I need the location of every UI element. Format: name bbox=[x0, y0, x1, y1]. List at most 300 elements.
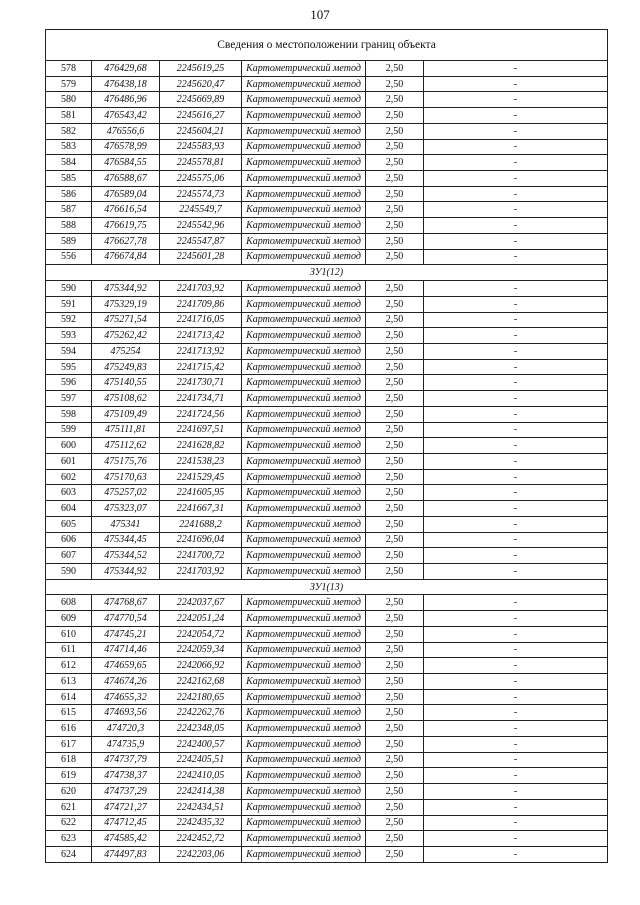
description-cell: - bbox=[424, 784, 608, 800]
point-number-cell: 586 bbox=[46, 186, 92, 202]
method-cell: Картометрический метод bbox=[242, 815, 366, 831]
y-coordinate-cell: 2241716,05 bbox=[160, 312, 242, 328]
description-cell: - bbox=[424, 595, 608, 611]
accuracy-cell: 2,50 bbox=[366, 501, 424, 517]
accuracy-cell: 2,50 bbox=[366, 768, 424, 784]
accuracy-cell: 2,50 bbox=[366, 831, 424, 847]
point-number-cell: 604 bbox=[46, 501, 92, 517]
table-row bbox=[46, 705, 608, 721]
description-cell: - bbox=[424, 202, 608, 218]
accuracy-cell: 2,50 bbox=[366, 626, 424, 642]
x-coordinate-cell: 474737,29 bbox=[92, 784, 160, 800]
method-cell: Картометрический метод bbox=[242, 799, 366, 815]
y-coordinate-cell: 2242405,51 bbox=[160, 752, 242, 768]
method-cell: Картометрический метод bbox=[242, 202, 366, 218]
x-coordinate-cell: 474585,42 bbox=[92, 831, 160, 847]
point-number-cell: 584 bbox=[46, 155, 92, 171]
accuracy-cell: 2,50 bbox=[366, 799, 424, 815]
table-row bbox=[46, 155, 608, 171]
point-number-cell: 583 bbox=[46, 139, 92, 155]
point-number-cell: 589 bbox=[46, 233, 92, 249]
description-cell: - bbox=[424, 108, 608, 124]
description-cell: - bbox=[424, 611, 608, 627]
x-coordinate-cell: 475329,19 bbox=[92, 296, 160, 312]
y-coordinate-cell: 2242066,92 bbox=[160, 658, 242, 674]
accuracy-cell: 2,50 bbox=[366, 359, 424, 375]
point-number-cell: 618 bbox=[46, 752, 92, 768]
point-number-cell: 616 bbox=[46, 721, 92, 737]
description-cell: - bbox=[424, 799, 608, 815]
x-coordinate-cell: 476619,75 bbox=[92, 218, 160, 234]
method-cell: Картометрический метод bbox=[242, 186, 366, 202]
method-cell: Картометрический метод bbox=[242, 139, 366, 155]
x-coordinate-cell: 475108,62 bbox=[92, 391, 160, 407]
accuracy-cell: 2,50 bbox=[366, 186, 424, 202]
method-cell: Картометрический метод bbox=[242, 674, 366, 690]
x-coordinate-cell: 475170,63 bbox=[92, 469, 160, 485]
accuracy-cell: 2,50 bbox=[366, 736, 424, 752]
method-cell: Картометрический метод bbox=[242, 469, 366, 485]
description-cell: - bbox=[424, 658, 608, 674]
point-number-cell: 588 bbox=[46, 218, 92, 234]
point-number-cell: 608 bbox=[46, 595, 92, 611]
description-cell: - bbox=[424, 485, 608, 501]
description-cell: - bbox=[424, 218, 608, 234]
accuracy-cell: 2,50 bbox=[366, 375, 424, 391]
accuracy-cell: 2,50 bbox=[366, 155, 424, 171]
description-cell: - bbox=[424, 642, 608, 658]
method-cell: Картометрический метод bbox=[242, 391, 366, 407]
point-number-cell: 595 bbox=[46, 359, 92, 375]
method-cell: Картометрический метод bbox=[242, 784, 366, 800]
accuracy-cell: 2,50 bbox=[366, 406, 424, 422]
description-cell: - bbox=[424, 705, 608, 721]
boundary-coordinates-table bbox=[45, 29, 608, 863]
y-coordinate-cell: 2242180,65 bbox=[160, 689, 242, 705]
point-number-cell: 582 bbox=[46, 123, 92, 139]
point-number-cell: 613 bbox=[46, 674, 92, 690]
x-coordinate-cell: 476486,96 bbox=[92, 92, 160, 108]
point-number-cell: 587 bbox=[46, 202, 92, 218]
accuracy-cell: 2,50 bbox=[366, 815, 424, 831]
point-number-cell: 621 bbox=[46, 799, 92, 815]
point-number-cell: 615 bbox=[46, 705, 92, 721]
table-row bbox=[46, 186, 608, 202]
point-number-cell: 602 bbox=[46, 469, 92, 485]
y-coordinate-cell: 2242452,72 bbox=[160, 831, 242, 847]
table-row bbox=[46, 611, 608, 627]
description-cell: - bbox=[424, 281, 608, 297]
method-cell: Картометрический метод bbox=[242, 705, 366, 721]
table-row bbox=[46, 626, 608, 642]
method-cell: Картометрический метод bbox=[242, 564, 366, 580]
method-cell: Картометрический метод bbox=[242, 532, 366, 548]
method-cell: Картометрический метод bbox=[242, 642, 366, 658]
y-coordinate-cell: 2242414,38 bbox=[160, 784, 242, 800]
point-number-cell: 590 bbox=[46, 564, 92, 580]
accuracy-cell: 2,50 bbox=[366, 453, 424, 469]
point-number-cell: 596 bbox=[46, 375, 92, 391]
description-cell: - bbox=[424, 501, 608, 517]
section-label: ЗУ1(13) bbox=[46, 579, 608, 595]
table-row bbox=[46, 233, 608, 249]
y-coordinate-cell: 2242410,05 bbox=[160, 768, 242, 784]
x-coordinate-cell: 476616,54 bbox=[92, 202, 160, 218]
x-coordinate-cell: 474737,79 bbox=[92, 752, 160, 768]
accuracy-cell: 2,50 bbox=[366, 76, 424, 92]
point-number-cell: 590 bbox=[46, 281, 92, 297]
table-row bbox=[46, 516, 608, 532]
x-coordinate-cell: 475112,62 bbox=[92, 438, 160, 454]
accuracy-cell: 2,50 bbox=[366, 438, 424, 454]
accuracy-cell: 2,50 bbox=[366, 674, 424, 690]
description-cell: - bbox=[424, 815, 608, 831]
x-coordinate-cell: 475323,07 bbox=[92, 501, 160, 517]
description-cell: - bbox=[424, 721, 608, 737]
x-coordinate-cell: 476438,18 bbox=[92, 76, 160, 92]
accuracy-cell: 2,50 bbox=[366, 469, 424, 485]
point-number-cell: 606 bbox=[46, 532, 92, 548]
method-cell: Картометрический метод bbox=[242, 281, 366, 297]
table-row bbox=[46, 548, 608, 564]
x-coordinate-cell: 475344,45 bbox=[92, 532, 160, 548]
point-number-cell: 601 bbox=[46, 453, 92, 469]
table-row bbox=[46, 721, 608, 737]
description-cell: - bbox=[424, 831, 608, 847]
table-row bbox=[46, 768, 608, 784]
method-cell: Картометрический метод bbox=[242, 611, 366, 627]
accuracy-cell: 2,50 bbox=[366, 595, 424, 611]
table-row bbox=[46, 595, 608, 611]
table-row bbox=[46, 453, 608, 469]
method-cell: Картометрический метод bbox=[242, 846, 366, 862]
x-coordinate-cell: 475344,92 bbox=[92, 564, 160, 580]
table-row bbox=[46, 328, 608, 344]
description-cell: - bbox=[424, 359, 608, 375]
x-coordinate-cell: 474735,9 bbox=[92, 736, 160, 752]
accuracy-cell: 2,50 bbox=[366, 516, 424, 532]
x-coordinate-cell: 475344,92 bbox=[92, 281, 160, 297]
section-header-row bbox=[46, 265, 608, 281]
accuracy-cell: 2,50 bbox=[366, 752, 424, 768]
accuracy-cell: 2,50 bbox=[366, 343, 424, 359]
table-row bbox=[46, 281, 608, 297]
method-cell: Картометрический метод bbox=[242, 406, 366, 422]
accuracy-cell: 2,50 bbox=[366, 658, 424, 674]
method-cell: Картометрический метод bbox=[242, 92, 366, 108]
point-number-cell: 592 bbox=[46, 312, 92, 328]
x-coordinate-cell: 476674,84 bbox=[92, 249, 160, 265]
accuracy-cell: 2,50 bbox=[366, 611, 424, 627]
table-row bbox=[46, 736, 608, 752]
description-cell: - bbox=[424, 548, 608, 564]
x-coordinate-cell: 475344,52 bbox=[92, 548, 160, 564]
y-coordinate-cell: 2241713,92 bbox=[160, 343, 242, 359]
x-coordinate-cell: 476429,68 bbox=[92, 61, 160, 77]
x-coordinate-cell: 475262,42 bbox=[92, 328, 160, 344]
method-cell: Картометрический метод bbox=[242, 626, 366, 642]
description-cell: - bbox=[424, 312, 608, 328]
method-cell: Картометрический метод bbox=[242, 61, 366, 77]
table-row bbox=[46, 674, 608, 690]
y-coordinate-cell: 2242037,67 bbox=[160, 595, 242, 611]
y-coordinate-cell: 2241605,95 bbox=[160, 485, 242, 501]
y-coordinate-cell: 2245616,27 bbox=[160, 108, 242, 124]
accuracy-cell: 2,50 bbox=[366, 202, 424, 218]
accuracy-cell: 2,50 bbox=[366, 139, 424, 155]
x-coordinate-cell: 475140,55 bbox=[92, 375, 160, 391]
description-cell: - bbox=[424, 674, 608, 690]
point-number-cell: 585 bbox=[46, 171, 92, 187]
accuracy-cell: 2,50 bbox=[366, 233, 424, 249]
description-cell: - bbox=[424, 76, 608, 92]
accuracy-cell: 2,50 bbox=[366, 532, 424, 548]
description-cell: - bbox=[424, 233, 608, 249]
table-row bbox=[46, 92, 608, 108]
accuracy-cell: 2,50 bbox=[366, 485, 424, 501]
accuracy-cell: 2,50 bbox=[366, 296, 424, 312]
description-cell: - bbox=[424, 532, 608, 548]
point-number-cell: 556 bbox=[46, 249, 92, 265]
x-coordinate-cell: 475175,76 bbox=[92, 453, 160, 469]
x-coordinate-cell: 476589,04 bbox=[92, 186, 160, 202]
description-cell: - bbox=[424, 422, 608, 438]
description-cell: - bbox=[424, 768, 608, 784]
table-row bbox=[46, 485, 608, 501]
point-number-cell: 599 bbox=[46, 422, 92, 438]
accuracy-cell: 2,50 bbox=[366, 784, 424, 800]
y-coordinate-cell: 2241628,82 bbox=[160, 438, 242, 454]
accuracy-cell: 2,50 bbox=[366, 218, 424, 234]
x-coordinate-cell: 474674,26 bbox=[92, 674, 160, 690]
x-coordinate-cell: 475111,81 bbox=[92, 422, 160, 438]
table-row bbox=[46, 784, 608, 800]
method-cell: Картометрический метод bbox=[242, 453, 366, 469]
accuracy-cell: 2,50 bbox=[366, 422, 424, 438]
table-row bbox=[46, 642, 608, 658]
x-coordinate-cell: 474721,27 bbox=[92, 799, 160, 815]
y-coordinate-cell: 2245620,47 bbox=[160, 76, 242, 92]
y-coordinate-cell: 2241696,04 bbox=[160, 532, 242, 548]
x-coordinate-cell: 476556,6 bbox=[92, 123, 160, 139]
accuracy-cell: 2,50 bbox=[366, 548, 424, 564]
description-cell: - bbox=[424, 92, 608, 108]
accuracy-cell: 2,50 bbox=[366, 391, 424, 407]
point-number-cell: 597 bbox=[46, 391, 92, 407]
description-cell: - bbox=[424, 516, 608, 532]
section-header-row bbox=[46, 579, 608, 595]
point-number-cell: 614 bbox=[46, 689, 92, 705]
description-cell: - bbox=[424, 689, 608, 705]
table-row bbox=[46, 564, 608, 580]
table-row bbox=[46, 139, 608, 155]
x-coordinate-cell: 476584,55 bbox=[92, 155, 160, 171]
table-row bbox=[46, 831, 608, 847]
description-cell: - bbox=[424, 328, 608, 344]
y-coordinate-cell: 2241724,56 bbox=[160, 406, 242, 422]
description-cell: - bbox=[424, 186, 608, 202]
x-coordinate-cell: 475254 bbox=[92, 343, 160, 359]
description-cell: - bbox=[424, 391, 608, 407]
method-cell: Картометрический метод bbox=[242, 343, 366, 359]
x-coordinate-cell: 476543,42 bbox=[92, 108, 160, 124]
method-cell: Картометрический метод bbox=[242, 721, 366, 737]
x-coordinate-cell: 474738,37 bbox=[92, 768, 160, 784]
description-cell: - bbox=[424, 123, 608, 139]
method-cell: Картометрический метод bbox=[242, 658, 366, 674]
description-cell: - bbox=[424, 249, 608, 265]
accuracy-cell: 2,50 bbox=[366, 328, 424, 344]
accuracy-cell: 2,50 bbox=[366, 108, 424, 124]
y-coordinate-cell: 2241715,42 bbox=[160, 359, 242, 375]
section-label: ЗУ1(12) bbox=[46, 265, 608, 281]
x-coordinate-cell: 475257,02 bbox=[92, 485, 160, 501]
y-coordinate-cell: 2241700,72 bbox=[160, 548, 242, 564]
y-coordinate-cell: 2245549,7 bbox=[160, 202, 242, 218]
x-coordinate-cell: 474712,45 bbox=[92, 815, 160, 831]
point-number-cell: 623 bbox=[46, 831, 92, 847]
description-cell: - bbox=[424, 155, 608, 171]
accuracy-cell: 2,50 bbox=[366, 721, 424, 737]
y-coordinate-cell: 2242434,51 bbox=[160, 799, 242, 815]
point-number-cell: 619 bbox=[46, 768, 92, 784]
x-coordinate-cell: 476578,99 bbox=[92, 139, 160, 155]
method-cell: Картометрический метод bbox=[242, 831, 366, 847]
method-cell: Картометрический метод bbox=[242, 736, 366, 752]
table-row bbox=[46, 689, 608, 705]
accuracy-cell: 2,50 bbox=[366, 689, 424, 705]
y-coordinate-cell: 2242162,68 bbox=[160, 674, 242, 690]
method-cell: Картометрический метод bbox=[242, 516, 366, 532]
table-row bbox=[46, 391, 608, 407]
table-row bbox=[46, 359, 608, 375]
method-cell: Картометрический метод bbox=[242, 501, 366, 517]
description-cell: - bbox=[424, 343, 608, 359]
y-coordinate-cell: 2241538,23 bbox=[160, 453, 242, 469]
table-row bbox=[46, 469, 608, 485]
method-cell: Картометрический метод bbox=[242, 485, 366, 501]
accuracy-cell: 2,50 bbox=[366, 642, 424, 658]
method-cell: Картометрический метод bbox=[242, 296, 366, 312]
method-cell: Картометрический метод bbox=[242, 595, 366, 611]
description-cell: - bbox=[424, 296, 608, 312]
point-number-cell: 605 bbox=[46, 516, 92, 532]
point-number-cell: 622 bbox=[46, 815, 92, 831]
y-coordinate-cell: 2245575,06 bbox=[160, 171, 242, 187]
description-cell: - bbox=[424, 375, 608, 391]
point-number-cell: 612 bbox=[46, 658, 92, 674]
method-cell: Картометрический метод bbox=[242, 768, 366, 784]
x-coordinate-cell: 475109,49 bbox=[92, 406, 160, 422]
table-row bbox=[46, 815, 608, 831]
point-number-cell: 617 bbox=[46, 736, 92, 752]
table-row bbox=[46, 312, 608, 328]
table-row bbox=[46, 438, 608, 454]
table-row bbox=[46, 202, 608, 218]
point-number-cell: 598 bbox=[46, 406, 92, 422]
point-number-cell: 581 bbox=[46, 108, 92, 124]
x-coordinate-cell: 474497,83 bbox=[92, 846, 160, 862]
table-row bbox=[46, 422, 608, 438]
y-coordinate-cell: 2245669,89 bbox=[160, 92, 242, 108]
description-cell: - bbox=[424, 752, 608, 768]
x-coordinate-cell: 475249,83 bbox=[92, 359, 160, 375]
table-title-row bbox=[46, 30, 608, 61]
method-cell: Картометрический метод bbox=[242, 123, 366, 139]
method-cell: Картометрический метод bbox=[242, 422, 366, 438]
x-coordinate-cell: 474714,46 bbox=[92, 642, 160, 658]
accuracy-cell: 2,50 bbox=[366, 61, 424, 77]
y-coordinate-cell: 2241713,42 bbox=[160, 328, 242, 344]
table-row bbox=[46, 76, 608, 92]
x-coordinate-cell: 476627,78 bbox=[92, 233, 160, 249]
method-cell: Картометрический метод bbox=[242, 359, 366, 375]
x-coordinate-cell: 474659,65 bbox=[92, 658, 160, 674]
table-body bbox=[46, 30, 608, 863]
table-row bbox=[46, 61, 608, 77]
y-coordinate-cell: 2242059,34 bbox=[160, 642, 242, 658]
table-row bbox=[46, 658, 608, 674]
accuracy-cell: 2,50 bbox=[366, 171, 424, 187]
y-coordinate-cell: 2245604,21 bbox=[160, 123, 242, 139]
point-number-cell: 600 bbox=[46, 438, 92, 454]
table-row bbox=[46, 343, 608, 359]
x-coordinate-cell: 474745,21 bbox=[92, 626, 160, 642]
description-cell: - bbox=[424, 171, 608, 187]
point-number-cell: 610 bbox=[46, 626, 92, 642]
method-cell: Картометрический метод bbox=[242, 171, 366, 187]
method-cell: Картометрический метод bbox=[242, 155, 366, 171]
description-cell: - bbox=[424, 139, 608, 155]
table-row bbox=[46, 846, 608, 862]
table-row bbox=[46, 171, 608, 187]
y-coordinate-cell: 2242054,72 bbox=[160, 626, 242, 642]
x-coordinate-cell: 474693,56 bbox=[92, 705, 160, 721]
method-cell: Картометрический метод bbox=[242, 312, 366, 328]
point-number-cell: 580 bbox=[46, 92, 92, 108]
y-coordinate-cell: 2241697,51 bbox=[160, 422, 242, 438]
table-row bbox=[46, 799, 608, 815]
y-coordinate-cell: 2242435,32 bbox=[160, 815, 242, 831]
point-number-cell: 611 bbox=[46, 642, 92, 658]
table-title: Сведения о местоположении границ объекта bbox=[46, 30, 608, 61]
method-cell: Картометрический метод bbox=[242, 752, 366, 768]
table-row bbox=[46, 375, 608, 391]
y-coordinate-cell: 2245578,81 bbox=[160, 155, 242, 171]
method-cell: Картометрический метод bbox=[242, 249, 366, 265]
y-coordinate-cell: 2242203,06 bbox=[160, 846, 242, 862]
description-cell: - bbox=[424, 406, 608, 422]
y-coordinate-cell: 2241734,71 bbox=[160, 391, 242, 407]
accuracy-cell: 2,50 bbox=[366, 281, 424, 297]
point-number-cell: 593 bbox=[46, 328, 92, 344]
method-cell: Картометрический метод bbox=[242, 218, 366, 234]
x-coordinate-cell: 474655,32 bbox=[92, 689, 160, 705]
table-row bbox=[46, 406, 608, 422]
y-coordinate-cell: 2245619,25 bbox=[160, 61, 242, 77]
y-coordinate-cell: 2245542,96 bbox=[160, 218, 242, 234]
description-cell: - bbox=[424, 626, 608, 642]
x-coordinate-cell: 474768,67 bbox=[92, 595, 160, 611]
y-coordinate-cell: 2242262,76 bbox=[160, 705, 242, 721]
y-coordinate-cell: 2241667,31 bbox=[160, 501, 242, 517]
point-number-cell: 594 bbox=[46, 343, 92, 359]
table-row bbox=[46, 296, 608, 312]
y-coordinate-cell: 2241529,45 bbox=[160, 469, 242, 485]
point-number-cell: 607 bbox=[46, 548, 92, 564]
table-row bbox=[46, 501, 608, 517]
table-row bbox=[46, 123, 608, 139]
